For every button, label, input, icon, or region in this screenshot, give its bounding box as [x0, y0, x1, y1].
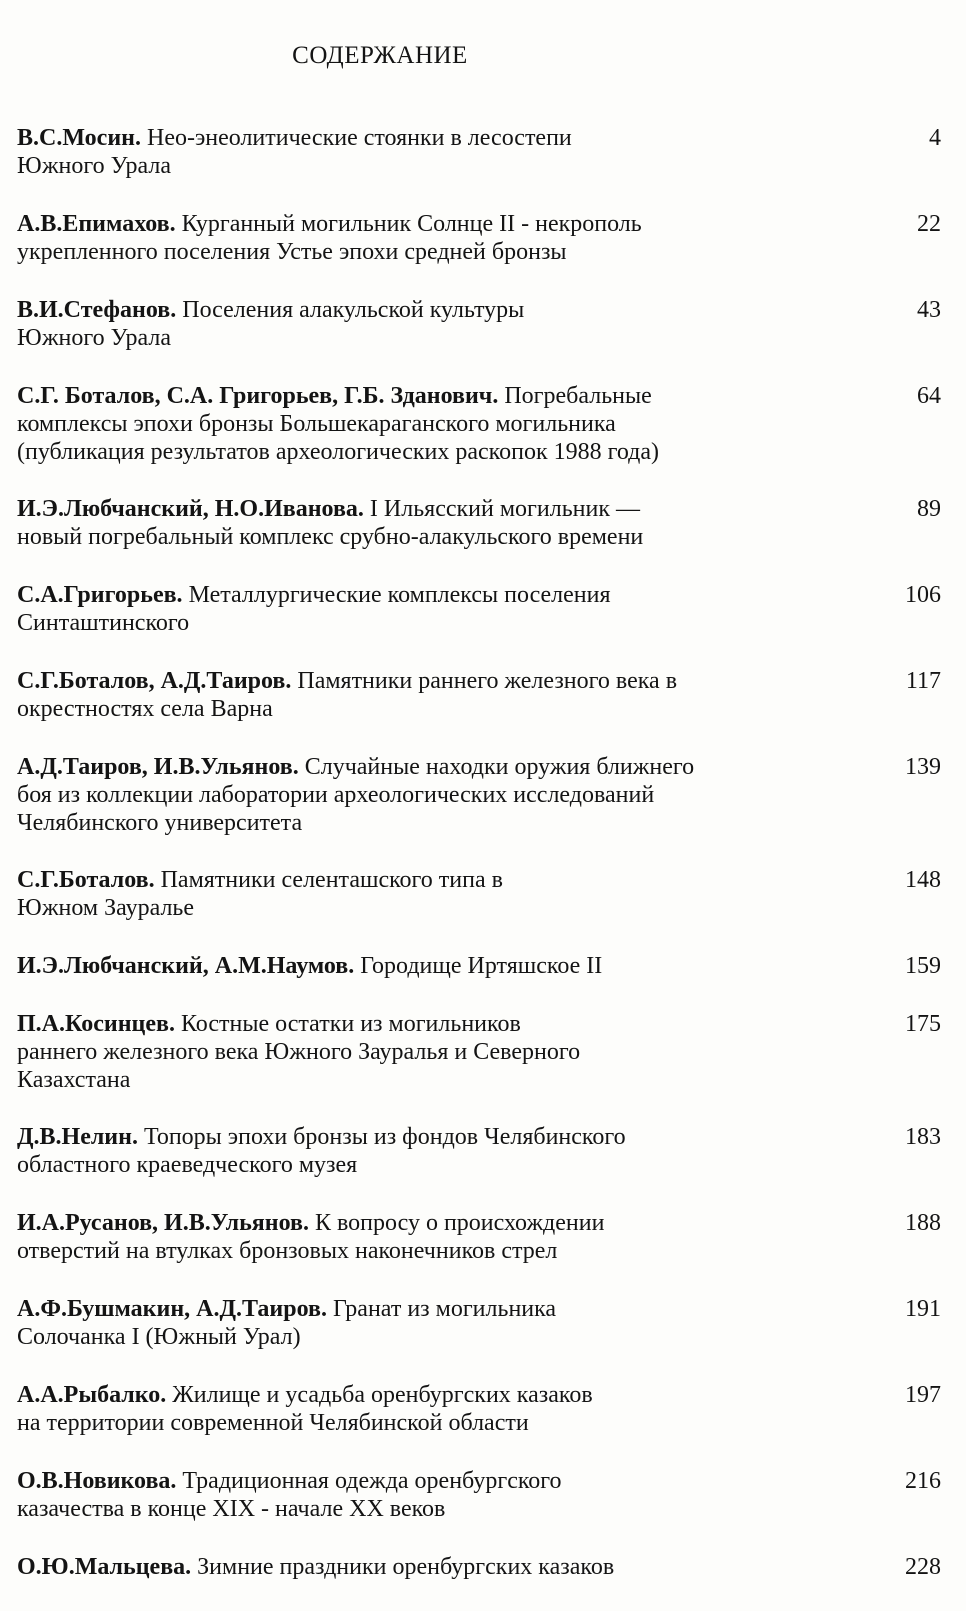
entry-text	[17, 382, 832, 466]
entry-page-number: 117	[905, 668, 941, 694]
toc-entry	[17, 296, 949, 382]
entry-page-number: 191	[905, 1296, 941, 1322]
entry-page-number: 64	[917, 383, 941, 409]
entry-text	[17, 210, 832, 266]
entry-title: Традиционная одежда оренбургского	[176, 1468, 562, 1494]
entry-title-continued: Южного Урала	[17, 325, 172, 351]
entry-text	[17, 1209, 832, 1265]
entry-page-number: 43	[917, 297, 941, 323]
entry-text	[17, 1010, 832, 1094]
entry-author: А.В.Епимахов.	[17, 211, 176, 237]
toc-entry	[17, 753, 949, 866]
entry-author: А.Д.Таиров, И.В.Ульянов.	[17, 754, 299, 780]
entry-author: И.А.Русанов, И.В.Ульянов.	[17, 1210, 309, 1236]
toc-entry	[17, 1295, 949, 1381]
entry-text	[17, 124, 832, 180]
entry-page-number: 183	[905, 1124, 941, 1150]
entry-text	[17, 753, 832, 837]
entry-title-continued: окрестностях села Варна	[17, 696, 273, 722]
toc-entry	[17, 1209, 949, 1295]
entry-title-continued: укрепленного поселения Устье эпохи средней бронзы	[17, 239, 567, 265]
entry-title-continued: Синташтинского	[17, 610, 190, 636]
toc-entry	[17, 667, 949, 753]
entry-title-continued: (публикация результатов археологических раскопок 1988 года)	[17, 439, 660, 465]
toc-entry	[17, 210, 949, 296]
entry-title-continued: Южном Зауралье	[17, 895, 195, 921]
entry-title: Нео-энеолитические стоянки в лесостепи	[140, 125, 572, 151]
entry-title: Поселения алакульской культуры	[176, 297, 525, 323]
entry-page-number: 216	[905, 1468, 941, 1494]
entry-title-continued: раннего железного века Южного Зауралья и Северного	[17, 1039, 581, 1065]
entry-page-number: 106	[905, 582, 941, 608]
entry-title-continued: Челябинского университета	[17, 810, 303, 836]
toc-entry	[17, 1010, 949, 1123]
entry-author: Д.В.Нелин.	[17, 1124, 138, 1150]
entry-title-continued: Солочанка I (Южный Урал)	[17, 1324, 301, 1350]
entry-page-number: 22	[917, 211, 941, 237]
entry-text	[17, 495, 832, 551]
entry-title-continued: казачества в конце XIX - начале XX веков	[17, 1496, 446, 1522]
entry-author: В.И.Стефанов.	[17, 297, 177, 323]
entry-title-continued: Казахстана	[17, 1067, 131, 1093]
entry-author: С.Г.Боталов, А.Д.Таиров.	[17, 668, 292, 694]
entry-author: А.А.Рыбалко.	[17, 1382, 167, 1408]
entry-page-number: 4	[929, 125, 941, 151]
entry-page-number: 188	[905, 1210, 941, 1236]
entry-page-number: 89	[917, 496, 941, 522]
page-title: СОДЕРЖАНИЕ	[292, 42, 468, 69]
entry-title: Металлургические комплексы поселения	[182, 582, 611, 608]
entry-title: Костные остатки из могильников	[174, 1011, 521, 1037]
entry-author: И.Э.Любчанский, А.М.Наумов.	[17, 953, 355, 979]
entry-title-continued: отверстий на втулках бронзовых наконечников стрел	[17, 1238, 558, 1264]
entry-text	[17, 1553, 832, 1581]
toc-entry	[17, 1381, 949, 1467]
entry-text	[17, 952, 832, 980]
entry-title-continued: боя из коллекции лаборатории археологических исследований	[17, 782, 655, 808]
entry-page-number: 197	[905, 1382, 941, 1408]
toc-entry	[17, 382, 949, 495]
entry-title: Городище Иртяшское II	[354, 953, 603, 979]
entry-title: Памятники раннего железного века в	[291, 668, 678, 694]
entry-author: П.А.Косинцев.	[17, 1011, 175, 1037]
entry-title: К вопросу о происхождении	[308, 1210, 605, 1236]
entry-text	[17, 667, 832, 723]
entry-author: А.Ф.Бушмакин, А.Д.Таиров.	[17, 1296, 327, 1322]
table-of-contents	[17, 124, 949, 1611]
entry-title-continued: областного краеведческого музея	[17, 1152, 358, 1178]
entry-page-number: 175	[905, 1011, 941, 1037]
entry-title: I Ильясский могильник —	[363, 496, 641, 522]
entry-title-continued: новый погребальный комплекс срубно-алакульского времени	[17, 524, 644, 550]
toc-entry	[17, 1123, 949, 1209]
entry-text	[17, 1467, 832, 1523]
toc-entry	[17, 1467, 949, 1553]
entry-title: Случайные находки оружия ближнего	[298, 754, 695, 780]
entry-text	[17, 866, 832, 922]
entry-author: О.Ю.Мальцева.	[17, 1554, 192, 1580]
entry-title: Зимние праздники оренбургских казаков	[191, 1554, 615, 1580]
entry-title: Курганный могильник Солнце II - некрополь	[175, 211, 642, 237]
toc-entry	[17, 124, 949, 210]
entry-title: Погребальные	[498, 383, 652, 409]
toc-entry	[17, 952, 949, 1010]
entry-title: Гранат из могильника	[326, 1296, 557, 1322]
entry-author: И.Э.Любчанский, Н.О.Иванова.	[17, 496, 364, 522]
entry-title: Топоры эпохи бронзы из фондов Челябинского	[137, 1124, 626, 1150]
entry-author: О.В.Новикова.	[17, 1468, 177, 1494]
entry-title: Памятники селенташского типа в	[154, 867, 503, 893]
toc-entry	[17, 581, 949, 667]
entry-page-number: 159	[905, 953, 941, 979]
entry-author: В.С.Мосин.	[17, 125, 141, 151]
toc-entry	[17, 866, 949, 952]
entry-title-continued: Южного Урала	[17, 153, 172, 179]
entry-text	[17, 1123, 832, 1179]
toc-entry	[17, 495, 949, 581]
entry-text	[17, 1295, 832, 1351]
entry-text	[17, 1381, 832, 1437]
toc-entry	[17, 1553, 949, 1611]
entry-title-continued: на территории современной Челябинской области	[17, 1410, 529, 1436]
entry-title: Жилище и усадьба оренбургских казаков	[166, 1382, 593, 1408]
entry-page-number: 148	[905, 867, 941, 893]
entry-page-number: 228	[905, 1554, 941, 1580]
entry-title-continued: комплексы эпохи бронзы Большекараганского могильника	[17, 411, 616, 437]
entry-text	[17, 296, 832, 352]
entry-author: С.Г. Боталов, С.А. Григорьев, Г.Б. Зданович.	[17, 383, 499, 409]
entry-author: С.Г.Боталов.	[17, 867, 155, 893]
entry-page-number: 139	[905, 754, 941, 780]
entry-text	[17, 581, 832, 637]
entry-author: С.А.Григорьев.	[17, 582, 183, 608]
